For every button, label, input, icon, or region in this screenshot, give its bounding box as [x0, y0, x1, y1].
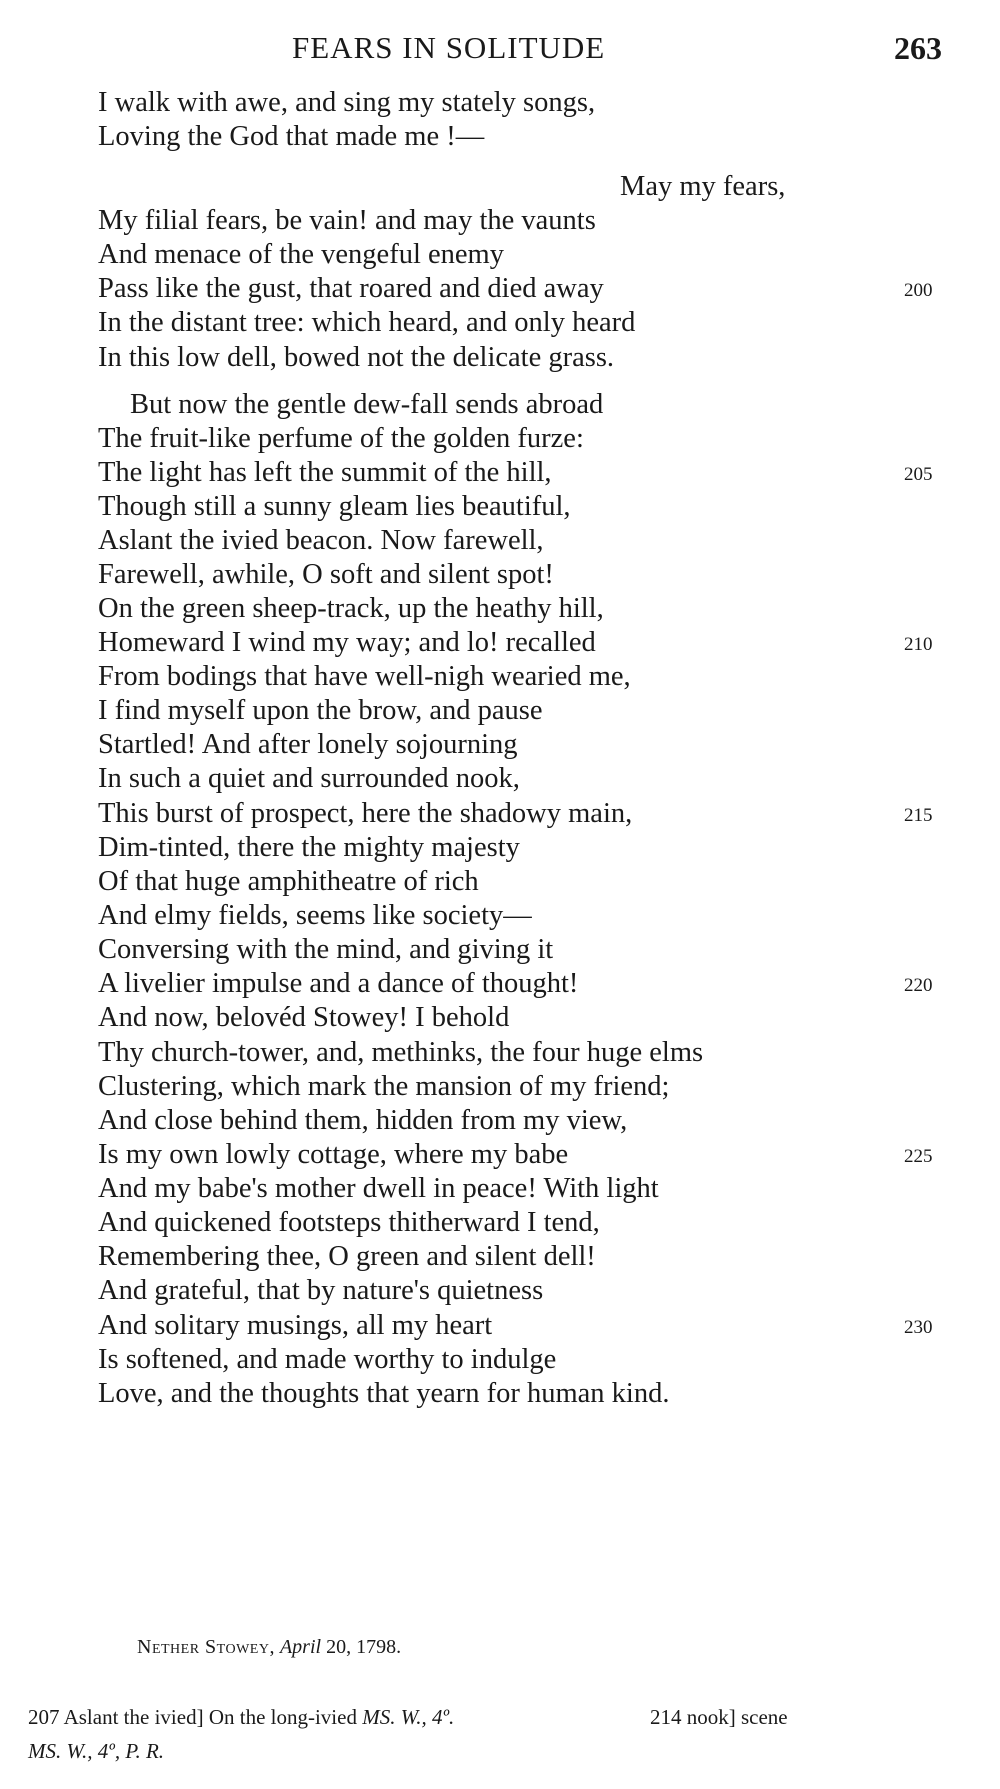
- line-number: 200: [904, 280, 933, 301]
- verse-line: But now the gentle dew-fall sends abroad: [130, 389, 604, 420]
- verse-line: This burst of prospect, here the shadowy main,: [98, 798, 633, 829]
- verse-line: Thy church-tower, and, methinks, the four huge elms: [98, 1037, 704, 1068]
- footnote-line: [28, 1700, 454, 1734]
- verse-line: My filial fears, be vain! and may the vaunts: [98, 205, 596, 236]
- verse-line: On the green sheep-track, up the heathy hill,: [98, 593, 604, 624]
- verse-line: Farewell, awhile, O soft and silent spot!: [98, 559, 554, 590]
- verse-line: The fruit-like perfume of the golden furze:: [98, 423, 584, 454]
- line-number: 225: [904, 1146, 933, 1167]
- line-number: 215: [904, 805, 933, 826]
- verse-line: Pass like the gust, that roared and died away: [98, 273, 604, 304]
- verse-line: Remembering thee, O green and silent dell!: [98, 1241, 596, 1272]
- page-number: 263: [894, 30, 942, 66]
- line-number: 205: [904, 464, 933, 485]
- running-head: [0, 30, 1000, 74]
- running-title: FEARS IN SOLITUDE: [292, 30, 606, 65]
- verse-line: Though still a sunny gleam lies beautiful,: [98, 491, 571, 522]
- footnote-source: MS. W., 4º, P. R.: [28, 1739, 165, 1763]
- verse-line: Clustering, which mark the mansion of my friend;: [98, 1071, 670, 1102]
- verse-line: Is my own lowly cottage, where my babe: [98, 1139, 569, 1170]
- verse-line: And menace of the vengeful enemy: [98, 239, 504, 270]
- footnote-lemma: Aslant the ivied]: [63, 1705, 204, 1729]
- verse-line: I find myself upon the brow, and pause: [98, 695, 543, 726]
- dateline-month: April: [279, 1636, 322, 1658]
- verse-line: Love, and the thoughts that yearn for human kind.: [98, 1378, 670, 1409]
- footnote-number: 214: [650, 1705, 682, 1729]
- verse-line: Is softened, and made worthy to indulge: [98, 1344, 557, 1375]
- verse-line: Loving the God that made me !—: [98, 121, 485, 152]
- verse-line: I walk with awe, and sing my stately songs,: [98, 87, 596, 118]
- verse-line: The light has left the summit of the hill,: [98, 457, 552, 488]
- verse-line: From bodings that have well-nigh wearied me,: [98, 661, 631, 692]
- verse-line: Homeward I wind my way; and lo! recalled: [98, 627, 596, 658]
- verse-line: And elmy fields, seems like society—: [98, 900, 532, 931]
- footnote-line: [650, 1700, 788, 1734]
- verse-line: In such a quiet and surrounded nook,: [98, 763, 520, 794]
- verse-line: Aslant the ivied beacon. Now farewell,: [98, 525, 544, 556]
- verse-line: And my babe's mother dwell in peace! With light: [98, 1173, 659, 1204]
- verse-line: Of that huge amphitheatre of rich: [98, 866, 479, 897]
- verse-line: In this low dell, bowed not the delicate grass.: [98, 342, 615, 373]
- verse-line: Conversing with the mind, and giving it: [98, 934, 554, 965]
- verse-line: May my fears,: [620, 171, 786, 202]
- verse-line: And close behind them, hidden from my view,: [98, 1105, 628, 1136]
- verse-line: In the distant tree: which heard, and only heard: [98, 307, 636, 338]
- line-number: 210: [904, 634, 933, 655]
- verse-line: Startled! And after lonely sojourning: [98, 729, 518, 760]
- verse-line: And quickened footsteps thitherward I tend,: [98, 1207, 600, 1238]
- footnote-number: 207: [28, 1705, 60, 1729]
- footnote-source: MS. W., 4º.: [362, 1705, 455, 1729]
- verse-line: And now, belovéd Stowey! I behold: [98, 1002, 510, 1033]
- verse-line: A livelier impulse and a dance of thought!: [98, 968, 579, 999]
- verse-line: And solitary musings, all my heart: [98, 1310, 493, 1341]
- dateline: [137, 1636, 401, 1659]
- line-number: 230: [904, 1317, 933, 1338]
- footnote-line: [28, 1734, 164, 1768]
- footnote-variant: On the long-ivied: [208, 1705, 357, 1729]
- footnote-lemma: nook] scene: [686, 1705, 788, 1729]
- line-number: 220: [904, 975, 933, 996]
- verse-line: Dim-tinted, there the mighty majesty: [98, 832, 520, 863]
- dateline-place: Nether Stowey,: [137, 1636, 275, 1658]
- verse-line: And grateful, that by nature's quietness: [98, 1275, 544, 1306]
- dateline-date: 20, 1798.: [326, 1636, 402, 1658]
